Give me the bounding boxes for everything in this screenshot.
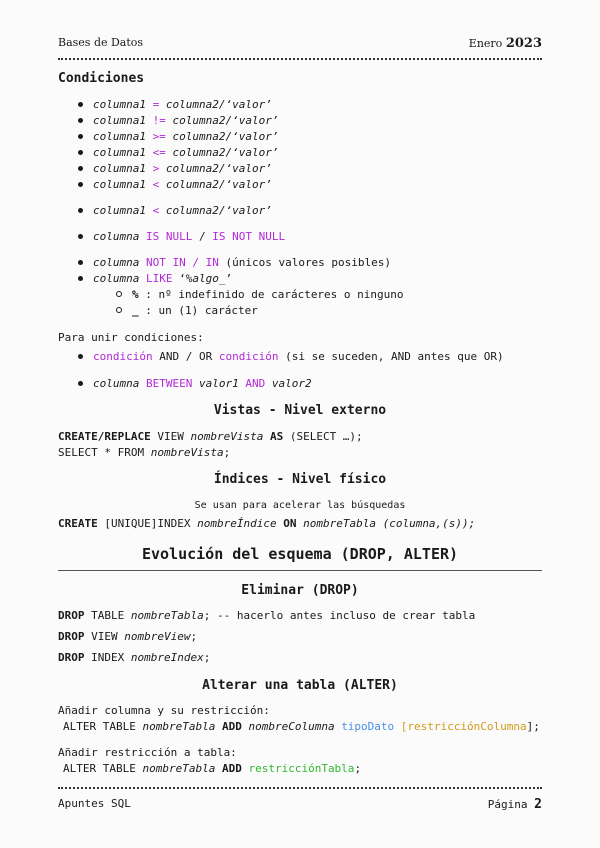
section-title-vistas: Vistas - Nivel externo (213, 403, 387, 418)
alterar-label-2: Añadir restricción a tabla: (58, 746, 237, 759)
unir-label: Para unir condiciones: (58, 331, 204, 344)
list-item: columna1 < columna2/‘valor’ (78, 177, 272, 193)
code-line: DROP TABLE nombreTabla; -- hacerlo antes incluso de crear tabla (58, 609, 476, 622)
code-line: DROP INDEX nombreIndex; (58, 651, 211, 664)
list-item: columna1 != columna2/‘valor’ (78, 113, 278, 129)
circle-bullet-icon (116, 307, 122, 313)
code-line: SELECT * FROM nombreVista; (58, 446, 231, 459)
page-header (58, 36, 542, 54)
list-item-is-null: columna IS NULL / IS NOT NULL (78, 229, 285, 245)
list-item: columna1 < columna2/‘valor’ (78, 203, 272, 219)
section-subtitle: Se usan para acelerar las búsquedas (194, 500, 406, 511)
page-number: Página 2 (487, 797, 542, 812)
bullet-icon (78, 102, 83, 107)
list-item-between: columna BETWEEN valor1 AND valor2 (78, 376, 312, 392)
header-subject: Bases de Datos (58, 36, 144, 49)
section-title-evolucion: Evolución del esquema (DROP, ALTER) (141, 545, 459, 563)
section-title-alterar: Alterar una tabla (ALTER) (202, 678, 398, 693)
section-title-condiciones: Condiciones (58, 71, 145, 86)
bullet-icon (78, 118, 83, 123)
bullet-icon (78, 166, 83, 171)
bullet-icon (78, 150, 83, 155)
section-title-indices: Índices - Nivel físico (213, 472, 387, 487)
code-line: ALTER TABLE nombreTabla ADD restricciónTabla; (63, 762, 362, 775)
bullet-icon (78, 260, 83, 265)
header-divider (58, 58, 542, 60)
bullet-icon (78, 182, 83, 187)
section-title-eliminar: Eliminar (DROP) (241, 583, 359, 598)
bullet-icon (78, 381, 83, 386)
header-date (469, 36, 542, 51)
bullet-icon (78, 234, 83, 239)
sub-list-item: % : nº indefinido de carácteres o ninguno (116, 287, 404, 303)
list-item-not-in: columna NOT IN / IN (únicos valores posibles) (78, 255, 391, 271)
divider (58, 570, 542, 571)
footer-divider (58, 787, 542, 789)
circle-bullet-icon (116, 291, 122, 297)
header-year: 2023 (505, 36, 542, 51)
sub-list-item: _ : un (1) carácter (116, 303, 258, 319)
code-line: ALTER TABLE nombreTabla ADD nombreColumna tipoDato [restricciónColumna]; (63, 720, 540, 733)
list-item: columna1 = columna2/‘valor’ (78, 97, 272, 113)
bullet-icon (78, 276, 83, 281)
list-item: columna1 <= columna2/‘valor’ (78, 145, 278, 161)
list-item: columna1 >= columna2/‘valor’ (78, 129, 278, 145)
list-item-like: columna LIKE ‘%algo_’ (78, 271, 232, 287)
code-line: CREATE [UNIQUE]INDEX nombreÍndice ON nombreTabla (columna,(s)); (58, 517, 476, 530)
code-line: CREATE/REPLACE VIEW nombreVista AS (SELECT …); (58, 430, 363, 443)
footer-title: Apuntes SQL (58, 797, 131, 810)
bullet-icon (78, 134, 83, 139)
list-item-unir: condición AND / OR condición (si se suceden, AND antes que OR) (78, 349, 504, 365)
header-month: Enero (468, 37, 503, 50)
code-line: DROP VIEW nombreView; (58, 630, 198, 643)
bullet-icon (78, 208, 83, 213)
alterar-label-1: Añadir columna y su restricción: (58, 704, 270, 717)
list-item: columna1 > columna2/‘valor’ (78, 161, 272, 177)
bullet-icon (78, 354, 83, 359)
